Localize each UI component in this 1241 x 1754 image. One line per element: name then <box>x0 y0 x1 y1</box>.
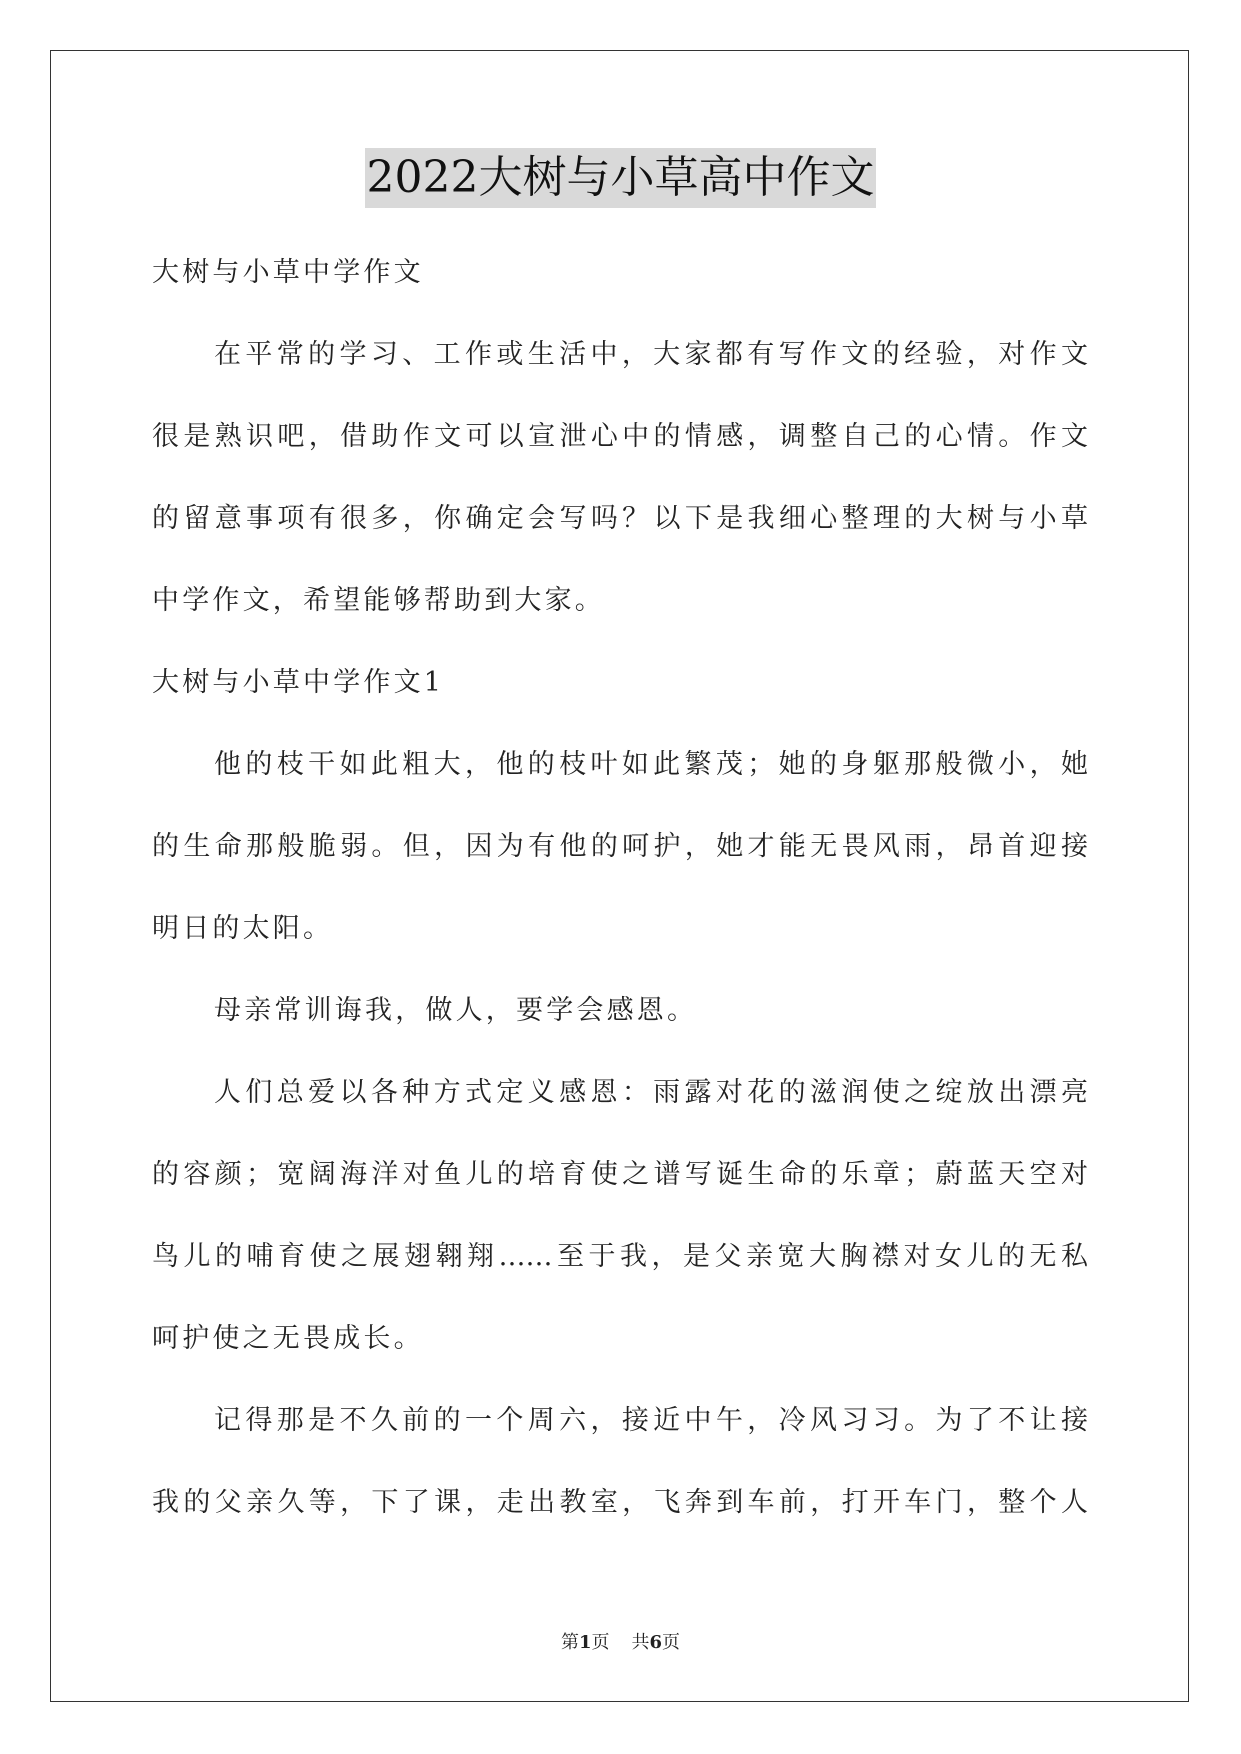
section-heading: 大树与小草中学作文 <box>152 257 424 288</box>
paragraph-line: 我的父亲久等，下了课，走出教室，飞奔到车前，打开车门，整个人 <box>152 1487 1088 1518</box>
page-footer <box>0 1628 1241 1654</box>
total-unit: 页 <box>662 1632 681 1653</box>
paragraph-line: 明日的太阳。 <box>152 913 334 944</box>
page-unit: 页 <box>591 1632 610 1653</box>
total-prefix: 共 <box>631 1632 650 1653</box>
paragraph-line: 的生命那般脆弱。但，因为有他的呵护，她才能无畏风雨，昂首迎接 <box>152 831 1088 862</box>
paragraph-line: 鸟儿的哺育使之展翅翱翔……至于我，是父亲宽大胸襟对女儿的无私 <box>152 1241 1088 1272</box>
title-container <box>0 148 1241 208</box>
paragraph-line: 在平常的学习、工作或生活中，大家都有写作文的经验，对作文 <box>214 339 1088 370</box>
section-heading: 大树与小草中学作文1 <box>152 667 445 698</box>
page-current: 1 <box>578 1632 592 1653</box>
paragraph-line: 中学作文，希望能够帮助到大家。 <box>152 585 605 616</box>
paragraph-line: 的容颜；宽阔海洋对鱼儿的培育使之谱写诞生命的乐章；蔚蓝天空对 <box>152 1159 1088 1190</box>
page-total: 6 <box>649 1632 663 1653</box>
paragraph-line: 呵护使之无畏成长。 <box>152 1323 424 1354</box>
paragraph-line: 人们总爱以各种方式定义感恩：雨露对花的滋润使之绽放出漂亮 <box>214 1077 1088 1108</box>
document-body <box>152 232 1088 1544</box>
paragraph-line: 他的枝干如此粗大，他的枝叶如此繁茂；她的身躯那般微小，她 <box>214 749 1088 780</box>
paragraph-line: 的留意事项有很多，你确定会写吗？以下是我细心整理的大树与小草 <box>152 503 1088 534</box>
document-title: 2022大树与小草高中作文 <box>365 148 877 208</box>
paragraph-line: 很是熟识吧，借助作文可以宣泄心中的情感，调整自己的心情。作文 <box>152 421 1088 452</box>
paragraph-line: 母亲常训诲我，做人，要学会感恩。 <box>214 995 698 1026</box>
paragraph-line: 记得那是不久前的一个周六，接近中午，冷风习习。为了不让接 <box>214 1405 1088 1436</box>
page-prefix: 第 <box>560 1632 579 1653</box>
